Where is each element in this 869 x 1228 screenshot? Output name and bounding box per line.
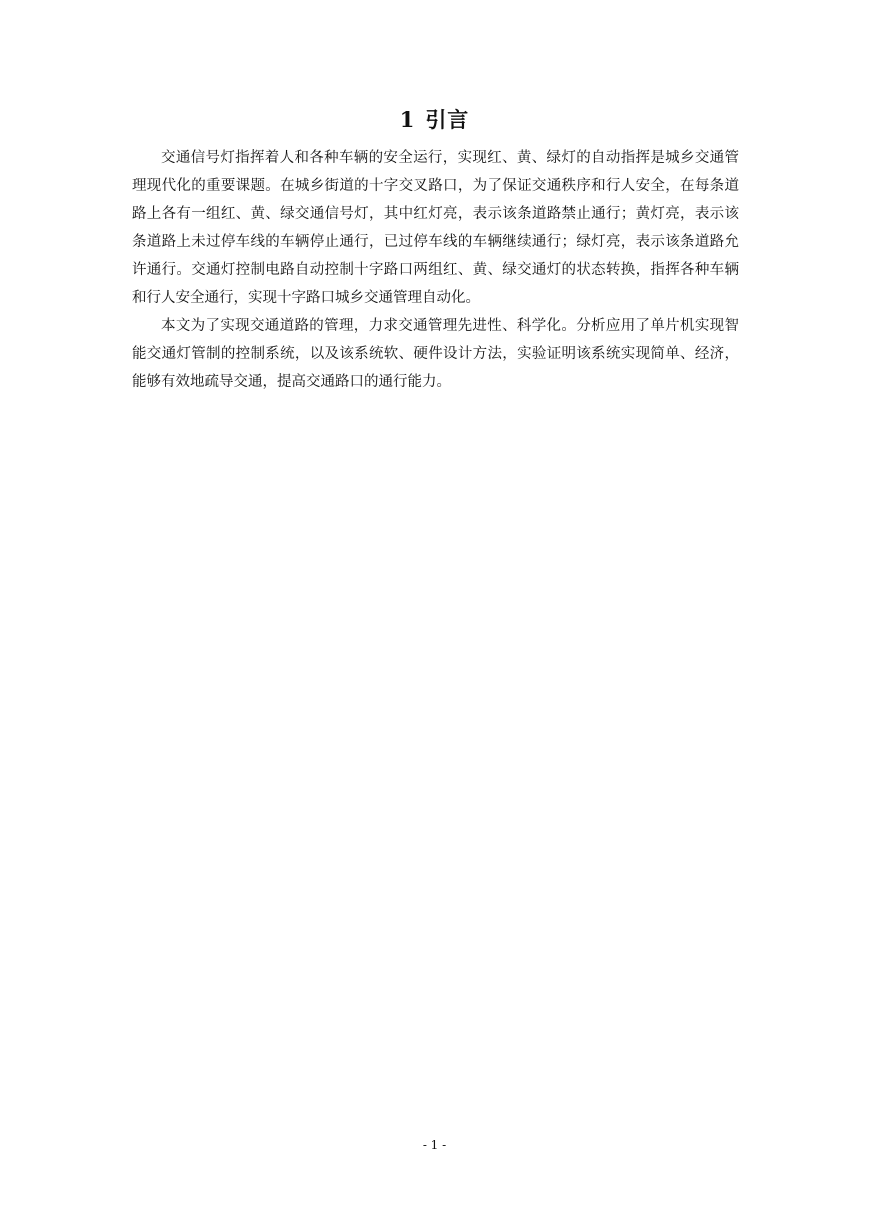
body-text — [132, 144, 739, 396]
page-number: - 1 - — [422, 1138, 447, 1152]
paragraph-intro: 交通信号灯指挥着人和各种车辆的安全运行，实现红、黄、绿灯的自动指挥是城乡交通管理现代化的重要课题。在城乡街道的十字交叉路口，为了保证交通秩序和行人安全，在每条道路上各有一组红、黄、绿交通信号灯，其中红灯亮，表示该条道路禁止通行；黄灯亮，表示该条道路上未过停车线的车辆停止通行，已过停车线的车辆继续通行；绿灯亮，表示该条道路允许通行。交通灯控制电路自动控制十字路口两组红、黄、绿交通灯的状态转换，指挥各种车辆和行人安全通行，实现十字路口城乡交通管理自动化。 — [132, 150, 739, 306]
section-heading — [0, 104, 869, 134]
section-number: 1 — [399, 107, 416, 132]
section-title: 引言 — [425, 107, 470, 132]
paragraph-purpose: 本文为了实现交通道路的管理，力求交通管理先进性、科学化。分析应用了单片机实现智能交通灯管制的控制系统，以及该系统软、硬件设计方法，实验证明该系统实现简单、经济，能够有效地疏导交通，提高交通路口的通行能力。 — [132, 318, 739, 390]
